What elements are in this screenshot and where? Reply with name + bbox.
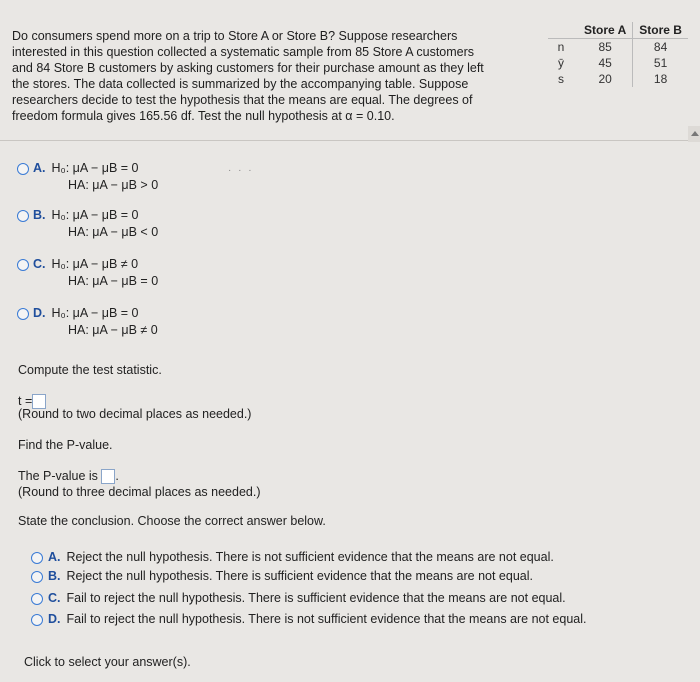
radio-icon[interactable] xyxy=(17,163,29,175)
table-header-store-a: Store A xyxy=(578,22,633,39)
radio-icon[interactable] xyxy=(17,308,29,320)
footer-instruction: Click to select your answer(s). xyxy=(24,655,191,669)
row-label: s xyxy=(558,72,564,86)
null-hypothesis: H₀: μA − μB = 0 xyxy=(51,161,139,175)
table-header-blank xyxy=(548,22,578,39)
option-letter: D. xyxy=(33,306,46,320)
section-divider xyxy=(0,140,690,141)
hypothesis-option-d[interactable] xyxy=(17,305,158,339)
more-dots: · · · xyxy=(228,165,254,176)
option-text: Fail to reject the null hypothesis. There is sufficient evidence that the means are not equal. xyxy=(66,591,566,605)
summary-table xyxy=(548,22,688,87)
option-letter: B. xyxy=(48,569,61,583)
period: . xyxy=(115,469,119,483)
null-hypothesis: H₀: μA − μB ≠ 0 xyxy=(51,257,139,271)
radio-icon[interactable] xyxy=(17,210,29,222)
conclusion-option-a[interactable] xyxy=(31,549,554,566)
compute-prompt: Compute the test statistic. xyxy=(18,363,162,377)
conclusion-option-c[interactable] xyxy=(31,590,566,607)
null-hypothesis: H₀: μA − μB = 0 xyxy=(51,208,139,222)
conclusion-option-b[interactable] xyxy=(31,568,533,585)
table-header-row xyxy=(548,22,688,39)
collapse-toggle[interactable] xyxy=(688,126,700,142)
p-label: The P-value is xyxy=(18,469,98,483)
t-label: t = xyxy=(18,394,33,408)
option-letter: D. xyxy=(48,612,61,626)
hypothesis-option-c[interactable] xyxy=(17,256,158,290)
conclusion-option-d[interactable] xyxy=(31,611,586,628)
cell-store-a: 20 xyxy=(578,71,633,87)
option-text: Reject the null hypothesis. There is sufficient evidence that the means are not equal. xyxy=(66,569,533,583)
radio-icon[interactable] xyxy=(31,593,43,605)
alt-hypothesis: HA: μA − μB ≠ 0 xyxy=(68,323,158,337)
alt-hypothesis: HA: μA − μB < 0 xyxy=(68,225,159,239)
question-text: Do consumers spend more on a trip to Store A or Store B? Suppose researchers interested in this question collected a systematic sample from 85 Store A customers and 84 Store B customers by asking customers for their purchase amount as they left the stores. The data collected is summarized by the accompanying table. Suppose researchers decide to test the hypothesis that the means are equal. The degrees of freedom formula gives 165.56 df. Test the null hypothesis at α = 0.10. xyxy=(12,29,484,123)
null-hypothesis: H₀: μA − μB = 0 xyxy=(51,306,139,320)
option-letter: A. xyxy=(33,161,46,175)
option-text: Fail to reject the null hypothesis. There is not sufficient evidence that the means are not equal. xyxy=(66,612,587,626)
hypothesis-option-b[interactable] xyxy=(17,207,158,241)
round-two-note: (Round to two decimal places as needed.) xyxy=(18,407,252,421)
option-letter: A. xyxy=(48,550,61,564)
cell-store-b: 84 xyxy=(653,40,668,54)
table-row xyxy=(548,55,688,71)
option-letter: C. xyxy=(33,257,46,271)
find-p-prompt: Find the P-value. xyxy=(18,438,113,452)
cell-store-b: 51 xyxy=(653,56,668,70)
option-text: Reject the null hypothesis. There is not sufficient evidence that the means are not equal. xyxy=(66,550,554,564)
cell-store-a: 85 xyxy=(578,39,633,56)
radio-icon[interactable] xyxy=(17,259,29,271)
table-row xyxy=(548,71,688,87)
table-header-store-b: Store B xyxy=(633,22,688,39)
cell-store-b: 18 xyxy=(653,72,668,86)
radio-icon[interactable] xyxy=(31,552,43,564)
alt-hypothesis: HA: μA − μB = 0 xyxy=(68,274,159,288)
option-letter: B. xyxy=(33,208,46,222)
alt-hypothesis: HA: μA − μB > 0 xyxy=(68,178,159,192)
conclusion-prompt: State the conclusion. Choose the correct answer below. xyxy=(18,514,326,528)
radio-icon[interactable] xyxy=(31,571,43,583)
option-letter: C. xyxy=(48,591,61,605)
p-row xyxy=(18,468,119,484)
cell-store-a: 45 xyxy=(578,55,633,71)
row-label: n xyxy=(557,40,565,54)
p-value-input[interactable] xyxy=(101,469,115,484)
table-row xyxy=(548,39,688,56)
hypothesis-option-a[interactable] xyxy=(17,160,158,194)
round-three-note: (Round to three decimal places as needed.) xyxy=(18,485,261,499)
radio-icon[interactable] xyxy=(31,614,43,626)
row-label: ȳ xyxy=(558,56,564,70)
